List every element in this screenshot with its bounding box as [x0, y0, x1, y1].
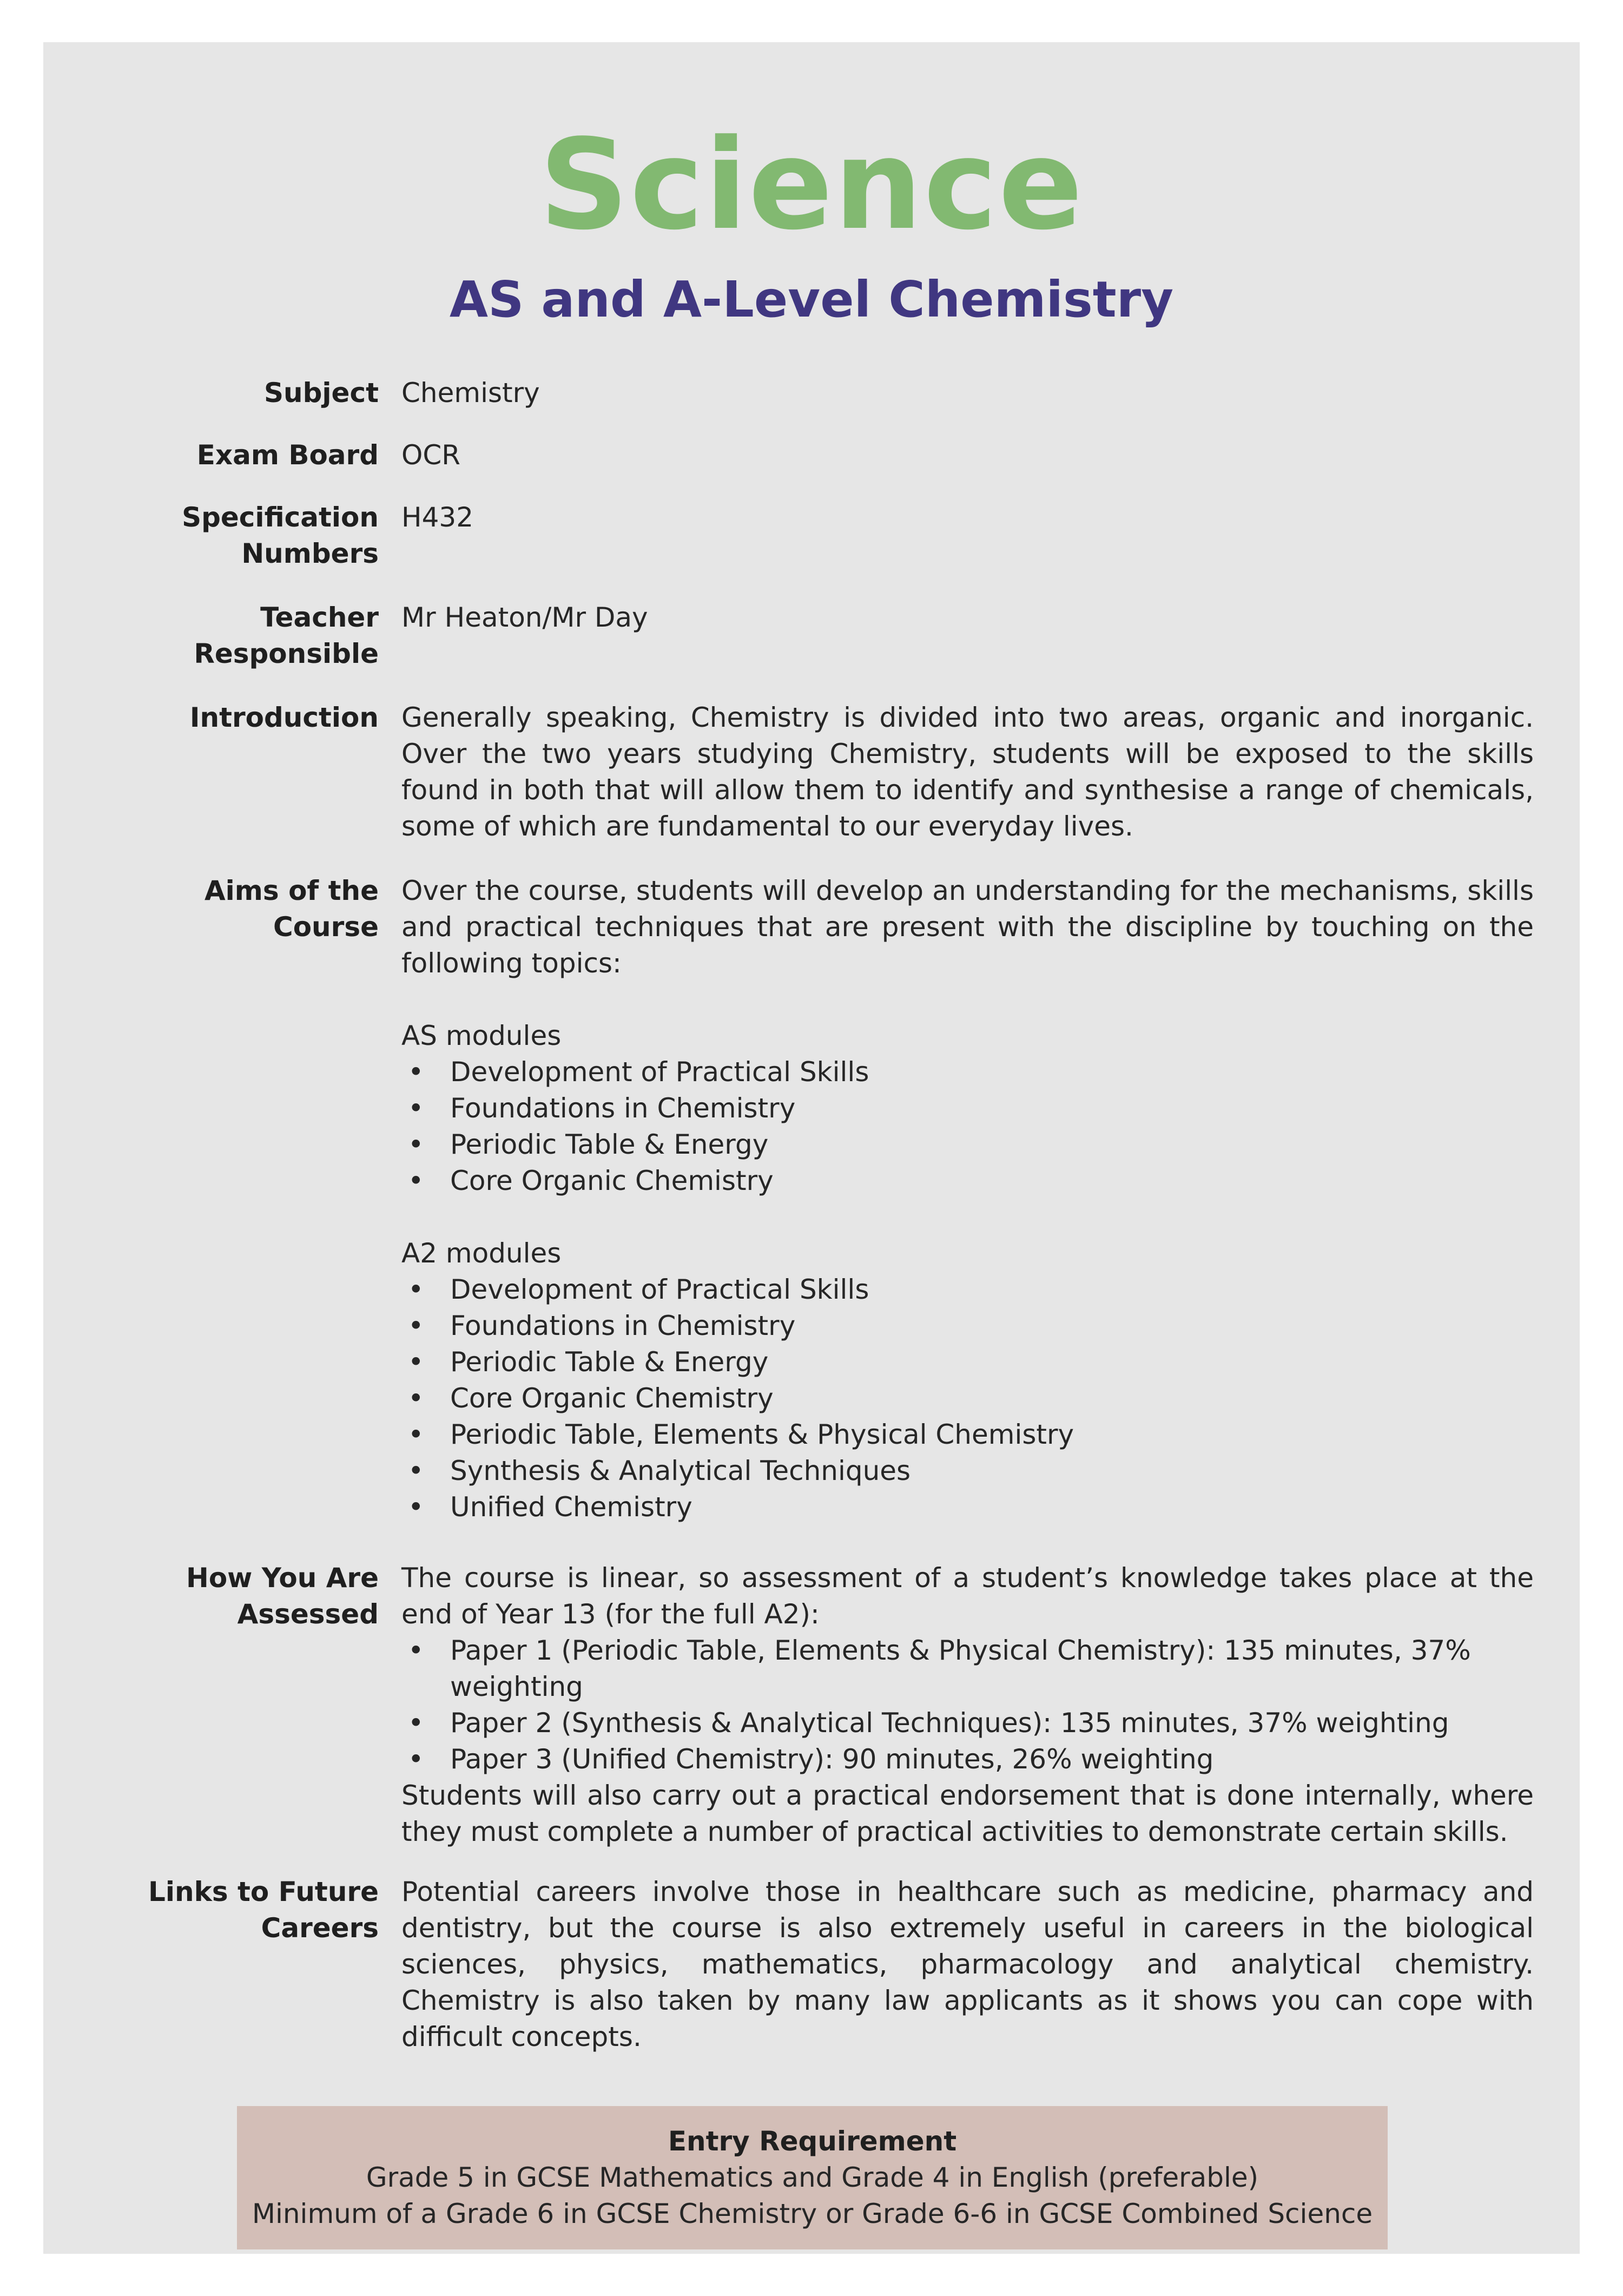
aims-row — [141, 873, 1534, 1560]
teacher-value: Mr Heaton/Mr Day — [401, 602, 648, 633]
list-item: • Core Organic Chemistry — [401, 1380, 1534, 1417]
list-item: • Development of Practical Skills — [401, 1272, 1534, 1308]
a2-modules-list — [401, 1272, 1534, 1525]
assessment-label-line1: How You Are — [186, 1562, 379, 1594]
assessment-row — [141, 1560, 1534, 1874]
list-item: • Paper 2 (Synthesis & Analytical Techniques): 135 minutes, 37% weighting — [401, 1705, 1534, 1741]
as-modules-list — [401, 1054, 1534, 1199]
assessment-papers-list — [401, 1633, 1534, 1778]
assessment-label — [141, 1560, 379, 1633]
specification-label — [141, 499, 379, 572]
aims-label-line1: Aims of the — [204, 875, 379, 906]
teacher-label-line2: Responsible — [194, 638, 379, 669]
assessment-content — [401, 1560, 1534, 1850]
list-item: • Unified Chemistry — [401, 1489, 1534, 1525]
specification-label-line1: Specification — [182, 502, 379, 533]
assessment-outro: Students will also carry out a practical endorsement that is done internally, where they must complete a number of practical activities to demonstrate certain skills. — [401, 1780, 1534, 1847]
exam-board-value: OCR — [401, 439, 461, 471]
introduction-row — [141, 700, 1534, 873]
entry-requirement-line1: Grade 5 in GCSE Mathematics and Grade 4 in English (preferable) — [366, 2162, 1259, 2193]
careers-label-line1: Links to Future — [148, 1876, 379, 1907]
teacher-label-line1: Teacher — [260, 602, 379, 633]
list-item: • Paper 3 (Unified Chemistry): 90 minutes, 26% weighting — [401, 1741, 1534, 1778]
aims-paragraph: Over the course, students will develop an understanding for the mechanisms, skills and practical techniques that are present with the discipline by touching on the following topics: — [401, 875, 1534, 979]
careers-text — [401, 1874, 1534, 2055]
a2-modules-heading: A2 modules — [401, 1238, 562, 1269]
page-panel — [43, 42, 1580, 2254]
careers-row — [141, 1874, 1534, 2055]
introduction-text — [401, 700, 1534, 845]
introduction-label: Introduction — [189, 702, 379, 733]
list-item: • Paper 1 (Periodic Table, Elements & Physical Chemistry): 135 minutes, 37% weighting — [401, 1633, 1534, 1705]
list-item: • Foundations in Chemistry — [401, 1090, 1534, 1127]
list-item: • Foundations in Chemistry — [401, 1308, 1534, 1344]
list-item: • Core Organic Chemistry — [401, 1163, 1534, 1199]
careers-label — [141, 1874, 379, 1946]
list-item: • Development of Practical Skills — [401, 1054, 1534, 1090]
exam-board-row — [141, 437, 1534, 499]
subject-label: Subject — [264, 377, 379, 409]
course-details — [141, 375, 1534, 2055]
subject-value: Chemistry — [401, 377, 540, 409]
list-item: • Periodic Table & Energy — [401, 1127, 1534, 1163]
careers-label-line2: Careers — [261, 1912, 379, 1944]
careers-paragraph: Potential careers involve those in healthcare such as medicine, pharmacy and dentistry, but the course is also extremely useful in careers in the biological sciences, physics, mathematics, pharmacology and analytical chemistry. Chemistry is also taken by many law applicants as it shows you can cope with difficult concepts. — [401, 1876, 1534, 2052]
entry-requirement-title: Entry Requirement — [668, 2126, 957, 2157]
subject-row — [141, 375, 1534, 437]
aims-content — [401, 873, 1534, 1525]
list-item: • Periodic Table, Elements & Physical Chemistry — [401, 1417, 1534, 1453]
as-modules-heading: AS modules — [401, 1020, 562, 1051]
teacher-label — [141, 600, 379, 672]
entry-requirement-line2: Minimum of a Grade 6 in GCSE Chemistry or Grade 6-6 in GCSE Combined Science — [252, 2198, 1373, 2229]
list-item: • Periodic Table & Energy — [401, 1344, 1534, 1380]
entry-requirement-box — [237, 2106, 1388, 2249]
aims-label — [141, 873, 379, 945]
aims-label-line2: Course — [273, 911, 379, 943]
introduction-paragraph: Generally speaking, Chemistry is divided into two areas, organic and inorganic. Over the two years studying Chemistry, students will be exposed to the skills found in both that will allow them to identify and synthesise a range of chemicals, some of which are fundamental to our everyday lives. — [401, 702, 1534, 842]
list-item: • Synthesis & Analytical Techniques — [401, 1453, 1534, 1489]
teacher-row — [141, 600, 1534, 700]
assessment-intro: The course is linear, so assessment of a student’s knowledge takes place at the end of Year 13 (for the full A2): — [401, 1562, 1534, 1630]
specification-label-line2: Numbers — [241, 538, 379, 569]
page-subtitle: AS and A-Level Chemistry — [449, 271, 1174, 328]
assessment-label-line2: Assessed — [237, 1598, 379, 1630]
specification-value: H432 — [401, 502, 474, 533]
page-title: Science — [539, 113, 1084, 258]
specification-row — [141, 499, 1534, 600]
exam-board-label: Exam Board — [196, 439, 379, 471]
